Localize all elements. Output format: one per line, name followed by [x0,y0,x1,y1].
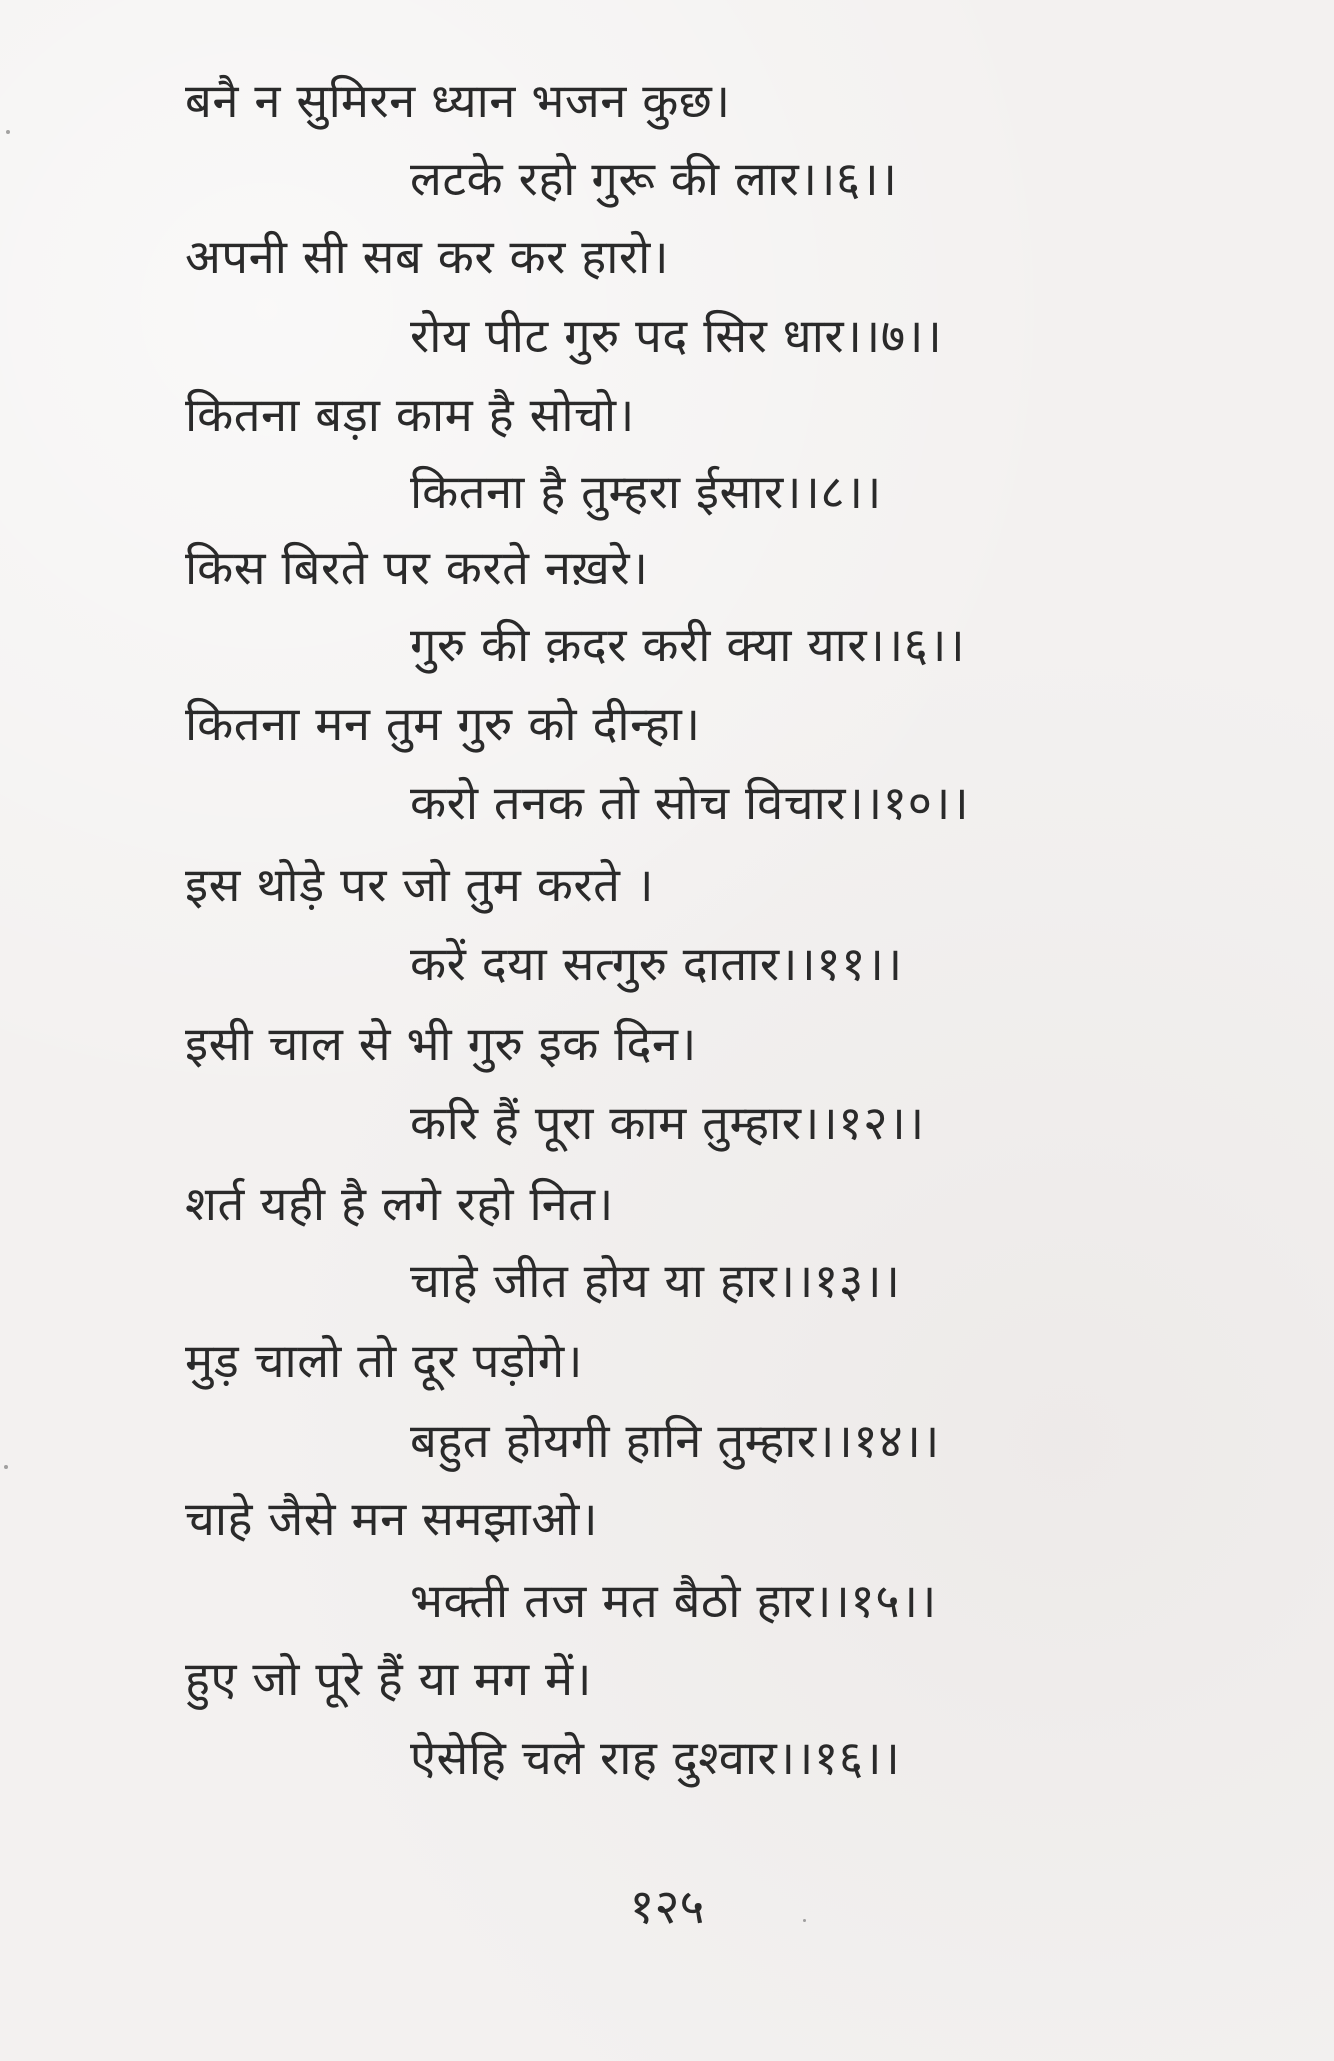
verse-line-12: करें दया सत्गुरु दातार।।११।। [410,937,903,992]
verse-line-17: मुड़ चालो तो दूर पड़ोगे। [185,1334,583,1389]
verse-line-5: कितना बड़ा काम है सोचो। [185,388,635,443]
verse-line-6: कितना है तुम्हरा ईसार।।८।। [410,465,882,520]
verse-line-18: बहुत होयगी हानि तुम्हार।।१४।। [410,1414,940,1469]
verse-line-10: करो तनक तो सोच विचार।।१०।। [410,776,970,831]
verse-line-2: लटके रहो गुरू की लार।।६।। [410,152,898,207]
verse-line-8: गुरु की क़दर करी क्या यार।।६।। [410,618,966,673]
verse-line-1: बनै न सुमिरन ध्यान भजन कुछ। [185,74,731,129]
paper-speck [803,1919,806,1922]
verse-line-3: अपनी सी सब कर कर हारो। [185,230,670,285]
verse-line-16: चाहे जीत होय या हार।।१३।। [410,1254,901,1309]
verse-line-4: रोय पीट गुरु पद सिर धार।।७।। [410,309,943,364]
verse-line-21: हुए जो पूरे हैं या मग में। [185,1652,592,1707]
paper-speck [4,1465,8,1469]
verse-line-19: चाहे जैसे मन समझाओ। [185,1492,599,1547]
verse-line-20: भक्ती तज मत बैठो हार।।१५।। [410,1574,937,1629]
verse-line-11: इस थोड़े पर जो तुम करते । [185,858,655,913]
verse-line-7: किस बिरते पर करते नख़रे। [185,541,649,596]
verse-line-14: करि हैं पूरा काम तुम्हार।।१२।। [410,1096,925,1151]
verse-line-22: ऐसेहि चले राह दुश्वार।।१६।। [410,1731,901,1786]
verse-line-13: इसी चाल से भी गुरु इक दिन। [185,1017,697,1072]
verse-line-15: शर्त यही है लगे रहो नित। [185,1177,614,1232]
page-number: १२५ [629,1879,705,1935]
verse-line-9: कितना मन तुम गुरु को दीन्हा। [185,697,701,752]
paper-speck [6,130,10,134]
